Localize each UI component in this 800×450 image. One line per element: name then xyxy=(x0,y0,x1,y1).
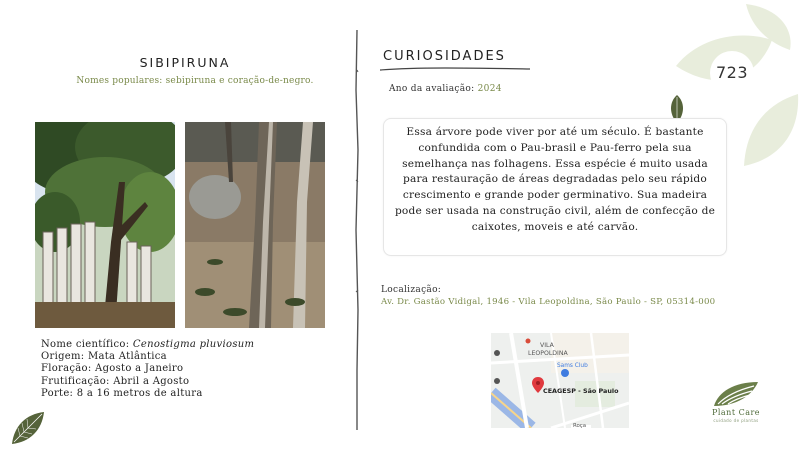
location-map[interactable] xyxy=(491,333,629,428)
evaluation-year xyxy=(389,84,502,94)
plant-care-logo-icon xyxy=(712,380,760,408)
map-poi-ceagesp: CEAGESP - São Paulo xyxy=(543,387,619,395)
location-address[interactable]: Av. Dr. Gastão Vidigal, 1946 - Vila Leopoldina, São Paulo - SP, 05314-000 xyxy=(381,297,716,307)
spec-size: Porte: 8 a 16 metros de altura xyxy=(41,387,203,399)
map-illustration xyxy=(491,333,629,428)
curiosities-title: CURIOSIDADES xyxy=(383,49,506,64)
tree-canopy-photo xyxy=(35,122,175,328)
tree-trunk-illustration xyxy=(185,122,325,328)
brand-tagline: cuidado de plantas xyxy=(713,418,759,423)
leaf-icon-bottom-left xyxy=(8,408,48,448)
tree-trunk-photo xyxy=(185,122,325,328)
spec-fruiting: Frutificação: Abril a Agosto xyxy=(41,375,190,387)
spec-origin: Origem: Mata Atlântica xyxy=(41,351,167,363)
map-district-line1: VILA xyxy=(540,342,554,349)
map-poi-sams: Sams Club xyxy=(557,363,588,369)
map-poi-roca: Roça xyxy=(573,423,587,428)
evaluation-year-value: 2024 xyxy=(477,84,502,94)
evaluation-year-label: Ano da avaliação: xyxy=(389,84,475,94)
spec-scientific-name: Nome científico: Cenostigma pluviosum xyxy=(41,339,255,350)
map-poi-dot xyxy=(526,339,531,344)
popular-names-label: Nomes populares: xyxy=(76,76,163,86)
description-text: Essa árvore pode viver por até um século. É bastante confundida com o Pau-brasil e Pau-ferro pela sua semelhança nas folhagens. Essa espécie é muito usada para restauração de áreas degradadas pelo seu rápido crescimento e grande poder germinativo. Sua madeira pode ser usada na construção civil, além de confecção de caixotes, moveis e até carvão. xyxy=(394,126,716,233)
map-district-line2: LEOPOLDINA xyxy=(528,350,568,357)
location-label: Localização: xyxy=(381,285,442,295)
species-title: SIBIPIRUNA xyxy=(139,55,231,70)
species-specs xyxy=(41,339,341,400)
brand-name: Plant Care xyxy=(711,408,761,417)
tree-number-badge: 723 xyxy=(710,51,754,95)
vertical-divider xyxy=(352,30,362,430)
title-underline xyxy=(380,66,530,72)
popular-names-value: sebipiruna e coração-de-negro. xyxy=(165,76,314,86)
tree-canopy-illustration xyxy=(35,122,175,328)
spec-flowering: Floração: Agosto a Janeiro xyxy=(41,363,184,375)
map-sams-icon xyxy=(561,369,569,377)
popular-names xyxy=(30,76,360,86)
leaf-shape xyxy=(744,94,798,166)
